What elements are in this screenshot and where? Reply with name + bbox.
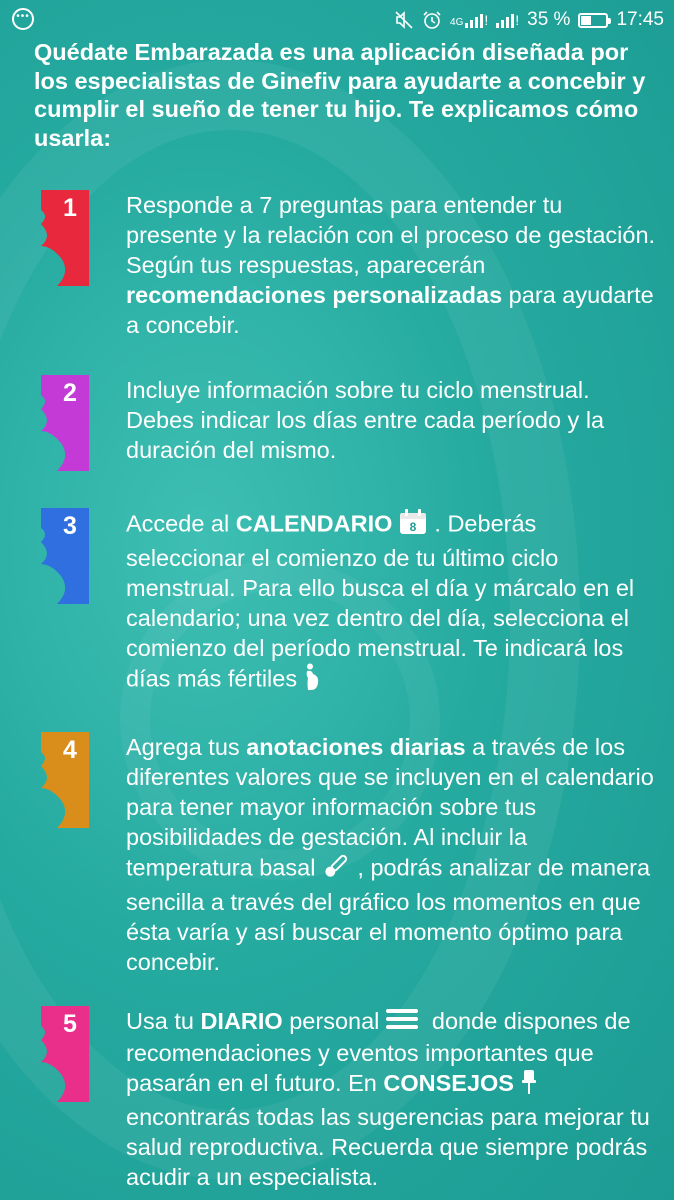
step-5-text-d: encontrarás todas las sugerencias para mejorar tu salud reproductiva. Recuerda que siempre podrás acudir a un especialista. [126, 1103, 650, 1190]
clock: 17:45 [616, 9, 664, 30]
step-5-bold-a: DIARIO [200, 1008, 283, 1034]
step-5-text-b: personal [282, 1008, 380, 1034]
calendar-icon [398, 508, 428, 543]
step-3-text-b: . Deberás seleccionar el comienzo de tu último ciclo menstrual. Para ello busca el día y márcalo en el calendario; una vez dentro del día, selecciona el comienzo del período menstrual. Te indicará los días más fértiles [126, 510, 635, 692]
status-bar: ••• 4G ! ! 35 % 17:45 [0, 0, 674, 40]
alarm-icon [422, 10, 442, 30]
step-5-text [126, 1006, 656, 1192]
svg-text:8: 8 [410, 520, 417, 534]
step-1-text-a: Responde a 7 preguntas para entender tu presente y la relación con el proceso de gestación. Según tus respuestas, aparecerán [126, 192, 656, 278]
step-3-text-a: Accede al [126, 510, 236, 537]
step-3-bold-a: CALENDARIO [235, 510, 393, 537]
step-1-number: 1 [63, 194, 77, 222]
step-4-badge [37, 732, 89, 828]
more-options-icon[interactable]: ••• [12, 8, 34, 30]
signal-icon-2 [496, 12, 514, 28]
mute-icon [394, 10, 414, 30]
network-type: 4G [450, 17, 464, 28]
step-1-bold-a: recomendaciones personalizadas [126, 282, 503, 308]
step-4-text [126, 732, 656, 977]
step-5-number: 5 [63, 1010, 77, 1038]
battery-icon [578, 13, 608, 28]
pin-icon [520, 1069, 538, 1102]
step-5-badge [37, 1006, 89, 1102]
step-2-badge [37, 375, 89, 471]
step-1-text [126, 190, 656, 340]
step-4-bold-a: anotaciones diarias [246, 734, 466, 760]
signal-icon [465, 12, 483, 28]
menu-icon [385, 1007, 419, 1038]
step-4-number: 4 [63, 736, 77, 764]
step-5-text-a: Usa tu [126, 1008, 201, 1034]
step-4-text-c: , podrás analizar de manera sencilla a través del gráfico los momentos en que ésta varía y así buscar el momento óptimo para concebir. [126, 854, 651, 975]
step-2-number: 2 [63, 379, 77, 407]
step-1-badge [37, 190, 89, 286]
pregnant-icon [303, 663, 321, 698]
battery-percent: 35 % [527, 9, 571, 30]
intro-text: Quédate Embarazada es una aplicación diseñada por los especialistas de Ginefiv para ayudarte a concebir y cumplir el sueño de tener tu hijo. Te explicamos cómo usarla: [34, 39, 646, 151]
thermometer-icon [321, 852, 351, 887]
step-4-text-b: a través de los diferentes valores que se incluyen en el calendario para tener mayor información sobre tus posibilidades de gestación. Al incluir la temperatura basal [126, 734, 654, 881]
step-3-text [126, 508, 656, 698]
step-5-bold-b: CONSEJOS [383, 1070, 514, 1097]
step-3-number: 3 [63, 512, 77, 540]
step-1-text-b: para ayudarte a concebir. [126, 282, 654, 338]
step-4-text-a: Agrega tus [126, 734, 247, 760]
step-2-text [126, 375, 656, 465]
step-2-text-a: Incluye información sobre tu ciclo menstrual. Debes indicar los días entre cada período y la duración del mismo. [126, 377, 605, 463]
step-3-badge [37, 508, 89, 604]
step-5-text-c: donde dispones de recomendaciones y eventos importantes que pasarán en el futuro. En [126, 1008, 631, 1097]
